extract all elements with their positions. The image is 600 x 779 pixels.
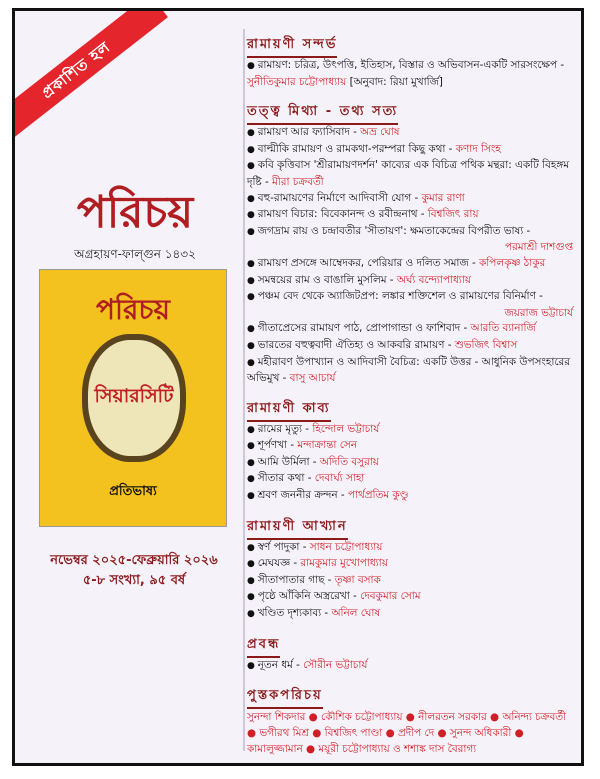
author-name: অদিতি বসুরায়: [319, 455, 379, 468]
bullet-icon: ●: [247, 340, 258, 351]
section-heading: প্রবন্ধ: [247, 635, 280, 658]
bullet-icon: ●: [247, 226, 258, 237]
toc-entry: [247, 338, 573, 355]
toc-section: [247, 629, 573, 675]
author-name: কুমার রাণা: [421, 191, 465, 204]
article-title: পঞ্চম বেদ থেকে অ্যাজিটপ্রপ: লঙ্কার শক্তিশেল ও রামায়ণের বিনির্মাণ -: [257, 290, 543, 303]
bullet-icon: ●: [247, 275, 258, 286]
author-name: আরতি ব্যানার্জি: [470, 322, 536, 335]
toc-entry: [247, 207, 573, 224]
toc-section: [247, 29, 573, 90]
author-name: শুভজিৎ বিশ্বাস: [454, 338, 518, 351]
section-heading: রামায়ণী সন্দর্ভ: [247, 35, 337, 58]
published-banner: প্রকাশিত হল: [12, 8, 168, 146]
toc-entry: [247, 658, 573, 675]
bullet-icon: ●: [247, 61, 258, 71]
author-name: সুনীতিকুমার চট্টোপাধ্যায়: [247, 75, 347, 88]
cover-subtitle: প্রতিভাষ্য: [109, 484, 157, 499]
toc-entry: [247, 422, 573, 439]
article-title: স্বর্ণ পাদুকা -: [257, 540, 310, 553]
reviewer-list: সুনন্দা শিকদার ● কৌশিক চট্টোপাধ্যায় ● নীলরতন সরকার ● অনিন্দ্য চক্রবর্তী ● ভগীরথ মিশ্র ● বিশ্বজিৎ পাণ্ডা ● প্রদীপ দে ● সুনন্দ অধিকারী ● কামালুজ্জামান ● ময়ূরী চট্টোপাধ্যায় ও শশাঙ্ক দাস বৈরাগ্য: [247, 711, 567, 756]
author-name: দেবার্ঘ্য সাহা: [314, 472, 365, 485]
issue-number: ৫-৮ সংখ্যা, ৯৫ বর্ষ: [82, 573, 186, 588]
mirror-glass: [88, 340, 180, 456]
toc-entry: [247, 321, 573, 338]
toc-entry: [247, 256, 573, 273]
article-title: বাল্মীকি রামায়ণ ও রামকথা-পরম্পরা কিছু কথা -: [257, 142, 456, 155]
toc-section: [247, 511, 573, 623]
author-name: বিশ্বজিৎ রায়: [427, 208, 479, 221]
toc-body: [247, 29, 573, 757]
toc-entry: [247, 224, 573, 241]
author-name: কপিলকৃষ্ণ ঠাকুর: [479, 256, 546, 269]
article-title: রামায়ণ প্রসঙ্গে আম্বেদকর, পেরিয়ার ও দলিত সমাজ -: [257, 256, 480, 269]
author-name: অনিল ঘোষ: [331, 607, 381, 620]
bullet-icon: ●: [247, 491, 258, 502]
article-title: কবি কৃত্তিবাস 'শ্রীরামায়ণদর্শন' কাব্যের এক বিচিত্র পথিক মন্থরা: একটি বিহঙ্গম দৃষ্টি -: [247, 159, 570, 188]
bullet-icon: ●: [247, 457, 258, 468]
section-heading: পুস্তকপরিচয়: [247, 686, 323, 709]
article-title: রামায়ণ বিচার: বিবেকানন্দ ও রবীন্দ্রনাথ -: [257, 208, 428, 221]
article-title: শ্রবণ জননীর ক্রন্দন -: [257, 489, 348, 502]
bullet-icon: ●: [247, 474, 258, 485]
toc-section: [247, 680, 573, 757]
article-title: রামায়ণ আর ফ্যাসিবাদ -: [257, 126, 361, 139]
toc-entry: [247, 455, 573, 472]
author-name: দেবকুমার সোম: [360, 590, 421, 603]
bullet-icon: ●: [247, 144, 258, 155]
article-title: মহীরাবণ উপাখ্যান ও আদিবাসী বৈচিত্র: একটি উত্তর - আধুনিক উপসংহারের অভিমুখ -: [247, 355, 570, 385]
toc-entry: [247, 471, 573, 488]
author-name: মীরা চক্রবর্তী: [272, 175, 324, 188]
author-name: পরমাশ্রী দাশগুপ্ত: [504, 241, 573, 254]
bullet-icon: ●: [247, 324, 258, 335]
bullet-icon: ●: [247, 542, 258, 553]
toc-entry: [247, 488, 573, 505]
author-name: তৃষ্ণা বসাক: [334, 573, 381, 586]
article-title: শূর্পণখা -: [257, 439, 298, 452]
article-title: রামায়ণ: চরিত্র, উৎপত্তি, ইতিহাস, বিস্তার ও অভিবাসন-একটি সারসংক্ষেপ -: [257, 59, 565, 71]
date-range: অগ্রহায়ণ-ফাল্গুন ১৪৩২: [74, 247, 196, 261]
table-of-contents: [247, 29, 573, 757]
toc-entry: [247, 606, 573, 623]
author-name: মন্দাক্রান্তা সেন: [297, 439, 357, 452]
toc-section: [247, 393, 573, 505]
toc-entry: [247, 556, 573, 573]
toc-entry: [247, 125, 573, 142]
toc-entry: [247, 355, 573, 387]
bullet-icon: ●: [247, 128, 258, 139]
article-title: ভারতের বহুত্ববাদী ঐতিহ্য ও আকবরি রামায়ণ -: [257, 338, 455, 351]
mirror-frame: [82, 334, 186, 462]
bullet-icon: ●: [247, 559, 258, 570]
bullet-icon: ●: [247, 357, 258, 368]
article-title: সীতার কথা -: [257, 472, 315, 485]
toc-section: [247, 96, 573, 387]
cover-image: [39, 269, 227, 527]
section-heading: রামায়ণী আখ্যান: [247, 517, 348, 540]
author-name: বাসু আচার্য: [289, 372, 336, 385]
cover-frame-text: সিয়ারসিটি: [94, 385, 174, 407]
article-title: আমি উর্মিলা -: [257, 455, 320, 468]
author-name: সাধন চট্টোপাধ্যায়: [309, 540, 383, 553]
author-name: জয়রাজ ভট্টাচার্য: [504, 306, 573, 319]
toc-entry: [247, 540, 573, 557]
article-title: বহু-রামায়ণের নির্মাণে আদিবাসী যোগ -: [257, 191, 422, 204]
bullet-icon: ●: [247, 424, 258, 435]
article-title: পৃষ্ঠে আঁকিনি অস্ত্ররেখা -: [257, 590, 361, 603]
bullet-icon: ●: [247, 660, 258, 671]
toc-entry: [247, 589, 573, 606]
article-title: নূতন ধর্ম -: [257, 658, 304, 671]
bullet-icon: ●: [247, 258, 258, 269]
bullet-icon: ●: [247, 193, 258, 204]
column-divider: [243, 29, 245, 751]
bullet-icon: ●: [247, 575, 258, 586]
cover-logo: পরিচয়: [95, 293, 171, 326]
section-heading: তত্ত্ব মিথ্যা - তথ্য সত্য: [247, 102, 398, 125]
article-title: সমন্বয়ের রাম ও বাঙালি মুসলিম -: [257, 273, 397, 286]
issue-months: নভেম্বর ২০২৫-ফেব্রুয়ারি ২০২৬: [50, 553, 218, 568]
bullet-icon: ●: [247, 210, 258, 221]
page-frame: [12, 8, 584, 766]
author-name: সৌরীন ভট্টাচার্য: [303, 658, 368, 671]
author-name: পার্থপ্রতিম কুণ্ডু: [347, 489, 409, 502]
article-title: মেঘযজ্ঞ -: [257, 557, 301, 570]
toc-entry: [247, 573, 573, 590]
bullet-icon: ●: [247, 441, 258, 452]
author-name: রামকুমার মুখোপাধ্যায়: [300, 557, 388, 570]
article-title: খণ্ডিত দৃশ্যকাব্য -: [257, 607, 332, 620]
section-heading: রামায়ণী কাব্য: [247, 399, 331, 422]
bullet-icon: ●: [247, 609, 258, 620]
toc-entry: [247, 191, 573, 208]
toc-entry: [247, 289, 573, 306]
translator-note: [অনুবাদ: রিয়া মুখার্জি]: [346, 75, 443, 88]
author-name: কণাদ সিংহ: [455, 142, 501, 155]
toc-entry: [247, 273, 573, 290]
article-title: সীতাপাতার গাছ -: [257, 573, 335, 586]
toc-entry: [247, 438, 573, 455]
article-title: জগদ্রাম রায় ও চন্দ্রাবতীর 'সীতায়ণ': ক্ষমতাকেন্দ্রের বিপরীত ভাষ্য -: [257, 224, 531, 237]
author-name: হিন্দোল ভট্টাচার্য: [312, 422, 380, 435]
author-name: অভ্র ঘোষ: [360, 126, 400, 139]
article-title: গীতাপ্রেসের রামায়ণ পাঠ, প্রোপাগান্ডা ও ফাশিবাদ -: [257, 322, 471, 335]
toc-entry: [247, 58, 573, 90]
article-title: রামের মৃত্যু -: [257, 422, 313, 435]
toc-entry: [247, 142, 573, 159]
issue-info: [37, 551, 231, 591]
magazine-title: পরিচয়: [76, 187, 194, 238]
author-name: অর্ঘ্য বন্দ্যোপাধ্যায়: [396, 273, 471, 286]
bullet-icon: ●: [247, 592, 258, 603]
bullet-icon: ●: [247, 292, 258, 303]
toc-entry: [247, 158, 573, 190]
bullet-icon: ●: [247, 161, 258, 172]
